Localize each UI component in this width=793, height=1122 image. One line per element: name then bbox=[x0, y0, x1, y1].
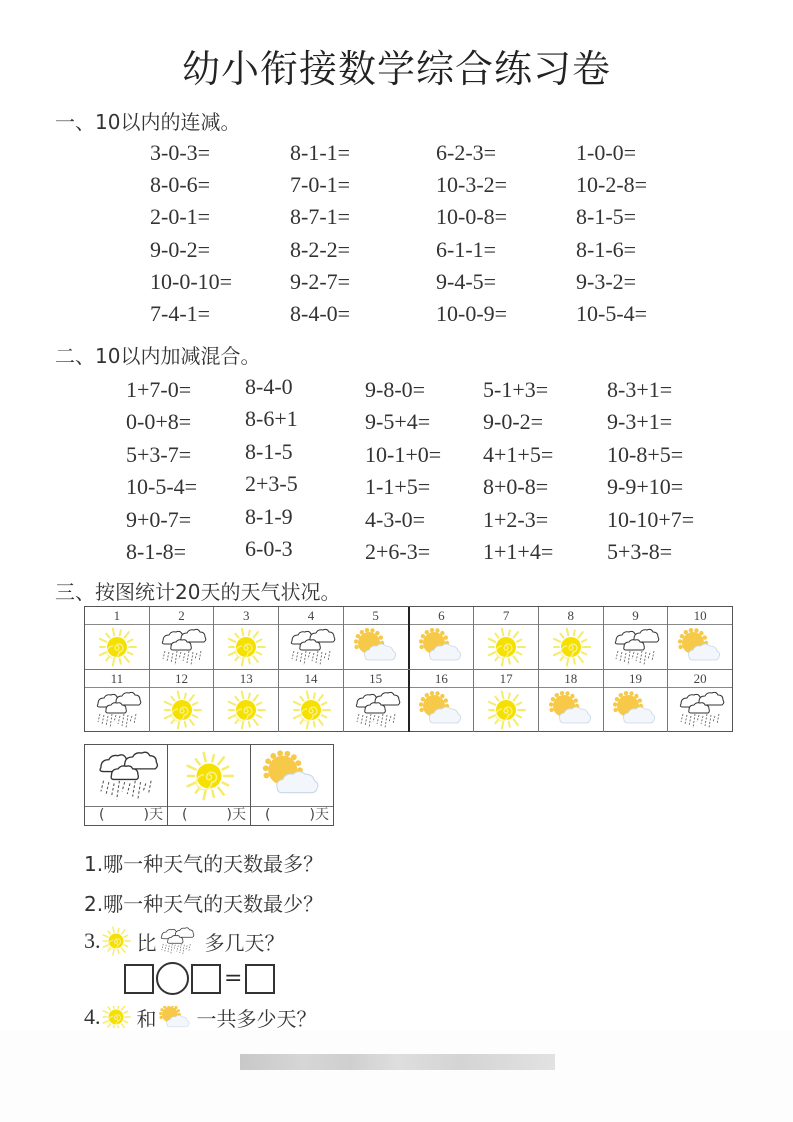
problem-s1-c3-r1: 6-2-3= bbox=[436, 140, 497, 165]
problem-s1-c1-r2: 8-0-6= bbox=[150, 172, 211, 198]
problem-s1-c1-r3: 2-0-1= bbox=[150, 204, 211, 230]
question-4 bbox=[84, 1006, 317, 1028]
question-3-compare: 比 bbox=[136, 930, 157, 955]
weather-day-10 bbox=[668, 607, 732, 669]
sun-icon bbox=[474, 688, 538, 732]
question-3 bbox=[84, 926, 285, 956]
problem-s1-c3-r5: 9-4-5= bbox=[436, 268, 497, 294]
problem-s2-c2-r4: 2+3-5 bbox=[245, 471, 298, 497]
problem-s1-c1-r5: 10-0-10= bbox=[150, 268, 233, 294]
problem-s1-c4-r5: 9-3-2= bbox=[576, 268, 637, 294]
weather-day-20 bbox=[668, 670, 732, 732]
problem-s2-c1-r4: 10-5-4= bbox=[126, 474, 198, 500]
question-4-number: 4. bbox=[84, 1006, 101, 1028]
sun-icon bbox=[279, 688, 343, 732]
problem-s2-c2-r6: 6-0-3 bbox=[245, 536, 293, 561]
sun-icon bbox=[168, 745, 250, 807]
section3-heading: 三、按图统计20天的天气状况。 bbox=[55, 580, 341, 604]
partly-cloudy-icon bbox=[251, 745, 333, 807]
day-number: 13 bbox=[214, 670, 278, 688]
partly-cloudy-icon bbox=[668, 625, 732, 669]
day-number: 3 bbox=[214, 607, 278, 625]
blurred-watermark bbox=[240, 1054, 555, 1070]
day-number: 2 bbox=[150, 607, 214, 625]
problem-s2-c4-r3: 4+1+5= bbox=[483, 441, 554, 467]
rain-cloud-icon bbox=[85, 745, 167, 807]
open-paren: ( bbox=[99, 807, 105, 823]
page-title: 幼小衔接数学综合练习卷 bbox=[181, 47, 611, 91]
problem-s2-c3-r5: 4-3-0= bbox=[365, 506, 426, 532]
weather-day-8 bbox=[539, 607, 604, 669]
day-number: 7 bbox=[474, 607, 538, 625]
weather-day-19 bbox=[604, 670, 669, 732]
weather-day-15 bbox=[344, 670, 410, 732]
sun-icon bbox=[85, 625, 149, 669]
problem-s2-c4-r2: 9-0-2= bbox=[483, 409, 544, 435]
day-number: 6 bbox=[410, 607, 474, 625]
tally-cell-rainy bbox=[85, 745, 168, 825]
question-4-and: 和 bbox=[136, 1006, 157, 1028]
weather-day-9 bbox=[604, 607, 669, 669]
close-paren-days: )天 bbox=[309, 807, 329, 823]
problem-s1-c2-r2: 7-0-1= bbox=[290, 172, 351, 198]
problem-s1-c1-r4: 9-0-2= bbox=[150, 236, 211, 262]
day-number: 17 bbox=[474, 670, 538, 688]
problem-s2-c5-r6: 5+3-8= bbox=[607, 539, 673, 564]
question-1 bbox=[84, 848, 323, 877]
partly-cloudy-icon bbox=[157, 1006, 193, 1028]
day-number: 18 bbox=[539, 670, 603, 688]
weather-grid bbox=[84, 606, 733, 732]
weather-day-16 bbox=[410, 670, 475, 732]
problem-s2-c3-r1: 9-8-0= bbox=[365, 377, 426, 402]
question-4-tail: 一共多少天？ bbox=[196, 1006, 317, 1028]
problem-s1-c1-r6: 7-4-1= bbox=[150, 301, 211, 326]
problem-s2-c4-r1: 5-1+3= bbox=[483, 377, 549, 402]
day-number: 4 bbox=[279, 607, 343, 625]
question-3-tail: 多几天？ bbox=[204, 930, 285, 955]
rain-cloud-icon bbox=[668, 688, 732, 732]
day-number: 9 bbox=[604, 607, 668, 625]
rain-cloud-icon bbox=[279, 625, 343, 669]
problem-s1-c2-r3: 8-7-1= bbox=[290, 204, 351, 230]
day-number: 10 bbox=[668, 607, 732, 625]
problem-s2-c2-r1: 8-4-0 bbox=[245, 374, 293, 399]
problem-s1-c3-r3: 10-0-8= bbox=[436, 204, 508, 230]
tally-answer-field[interactable] bbox=[85, 805, 167, 825]
sun-icon bbox=[150, 688, 214, 732]
problem-s1-c4-r4: 8-1-6= bbox=[576, 236, 637, 262]
tally-answer-field[interactable] bbox=[251, 805, 333, 825]
problem-s1-c2-r4: 8-2-2= bbox=[290, 236, 351, 262]
weather-day-12 bbox=[150, 670, 215, 732]
rain-cloud-icon bbox=[150, 625, 214, 669]
problem-s1-c4-r2: 10-2-8= bbox=[576, 172, 648, 198]
weather-day-7 bbox=[474, 607, 539, 669]
weather-day-3 bbox=[214, 607, 279, 669]
day-number: 11 bbox=[85, 670, 149, 688]
weather-row-2 bbox=[85, 669, 732, 732]
problem-s1-c2-r1: 8-1-1= bbox=[290, 140, 351, 165]
problem-s1-c3-r4: 6-1-1= bbox=[436, 236, 497, 262]
rain-cloud-icon bbox=[85, 688, 149, 732]
rain-cloud-icon bbox=[344, 688, 408, 732]
problem-s2-c1-r1: 1+7-0= bbox=[126, 377, 192, 402]
day-number: 19 bbox=[604, 670, 668, 688]
problem-s2-c5-r4: 9-9+10= bbox=[607, 474, 684, 500]
problem-s2-c2-r2: 8-6+1 bbox=[245, 406, 298, 432]
partly-cloudy-icon bbox=[539, 688, 603, 732]
problem-s2-c5-r3: 10-8+5= bbox=[607, 441, 684, 467]
close-paren-days: )天 bbox=[143, 807, 163, 823]
answer-box-2[interactable] bbox=[191, 964, 221, 994]
question-2 bbox=[84, 888, 323, 917]
day-number: 5 bbox=[344, 607, 408, 625]
weather-day-14 bbox=[279, 670, 344, 732]
rain-cloud-icon bbox=[604, 625, 668, 669]
problem-s1-c4-r6: 10-5-4= bbox=[576, 301, 648, 326]
day-number: 1 bbox=[85, 607, 149, 625]
problem-s2-c5-r2: 9-3+1= bbox=[607, 409, 673, 435]
sun-icon bbox=[101, 926, 131, 956]
sun-icon bbox=[101, 1006, 131, 1028]
partly-cloudy-icon bbox=[410, 688, 474, 732]
answer-box-result[interactable] bbox=[245, 964, 275, 994]
weather-day-17 bbox=[474, 670, 539, 732]
weather-day-11 bbox=[85, 670, 150, 732]
problem-s2-c1-r3: 5+3-7= bbox=[126, 441, 192, 467]
problem-s2-c5-r1: 8-3+1= bbox=[607, 377, 673, 402]
problem-s1-c2-r6: 8-4-0= bbox=[290, 301, 351, 326]
problem-s1-c3-r6: 10-0-9= bbox=[436, 301, 508, 326]
weather-day-13 bbox=[214, 670, 279, 732]
question-2-text: 2.哪一种天气的天数最少？ bbox=[84, 892, 324, 916]
problem-s1-c4-r1: 1-0-0= bbox=[576, 140, 637, 165]
sun-icon bbox=[214, 688, 278, 732]
problem-s2-c1-r2: 0-0+8= bbox=[126, 409, 192, 435]
operator-circle[interactable] bbox=[156, 962, 189, 995]
tally-cell-sunny bbox=[168, 745, 251, 825]
weather-day-18 bbox=[539, 670, 604, 732]
problem-s2-c3-r3: 10-1+0= bbox=[365, 441, 442, 467]
day-number: 8 bbox=[539, 607, 603, 625]
day-number: 15 bbox=[344, 670, 408, 688]
sun-icon bbox=[539, 625, 603, 669]
partly-cloudy-icon bbox=[344, 625, 408, 669]
day-number: 14 bbox=[279, 670, 343, 688]
weather-day-6 bbox=[410, 607, 475, 669]
problem-s2-c4-r4: 8+0-8= bbox=[483, 474, 549, 500]
weather-row-1 bbox=[85, 607, 732, 669]
open-paren: ( bbox=[265, 807, 271, 823]
tally-cell-partly-cloudy bbox=[251, 745, 333, 825]
tally-answer-field[interactable] bbox=[168, 805, 250, 825]
question-3-number: 3. bbox=[84, 928, 101, 953]
day-number: 12 bbox=[150, 670, 214, 688]
weather-day-1 bbox=[85, 607, 150, 669]
problem-s2-c5-r5: 10-10+7= bbox=[607, 506, 695, 532]
section1-heading: 一、10以内的连减。 bbox=[55, 110, 241, 134]
problem-s2-c3-r2: 9-5+4= bbox=[365, 409, 431, 435]
weather-day-4 bbox=[279, 607, 344, 669]
section2-heading: 二、10以内加减混合。 bbox=[55, 344, 261, 368]
day-number: 20 bbox=[668, 670, 732, 688]
weather-day-5 bbox=[344, 607, 410, 669]
problem-s1-c2-r5: 9-2-7= bbox=[290, 268, 351, 294]
problem-s2-c2-r3: 8-1-5 bbox=[245, 438, 293, 464]
weather-day-2 bbox=[150, 607, 215, 669]
sun-icon bbox=[214, 625, 278, 669]
open-paren: ( bbox=[182, 807, 188, 823]
problem-s2-c1-r5: 9+0-7= bbox=[126, 506, 192, 532]
problem-s2-c1-r6: 8-1-8= bbox=[126, 539, 187, 564]
equals-sign: = bbox=[224, 966, 243, 991]
question-3-answer-formula bbox=[124, 962, 275, 995]
answer-box-1[interactable] bbox=[124, 964, 154, 994]
problem-s2-c3-r4: 1-1+5= bbox=[365, 474, 431, 500]
day-number: 16 bbox=[410, 670, 474, 688]
problem-s2-c4-r6: 1+1+4= bbox=[483, 539, 554, 564]
problem-s2-c2-r5: 8-1-9 bbox=[245, 503, 293, 529]
close-paren-days: )天 bbox=[226, 807, 246, 823]
problem-s1-c1-r1: 3-0-3= bbox=[150, 140, 211, 165]
page-footer-area bbox=[0, 1030, 793, 1122]
problem-s1-c4-r3: 8-1-5= bbox=[576, 204, 637, 230]
partly-cloudy-icon bbox=[604, 688, 668, 732]
problem-s2-c3-r6: 2+6-3= bbox=[365, 539, 431, 564]
weather-tally-table bbox=[84, 744, 334, 826]
question-1-text: 1.哪一种天气的天数最多？ bbox=[84, 852, 324, 876]
sun-icon bbox=[474, 625, 538, 669]
problem-s2-c4-r5: 1+2-3= bbox=[483, 506, 549, 532]
partly-cloudy-icon bbox=[410, 625, 474, 669]
problem-s1-c3-r2: 10-3-2= bbox=[436, 172, 508, 198]
rain-cloud-icon bbox=[157, 926, 195, 956]
